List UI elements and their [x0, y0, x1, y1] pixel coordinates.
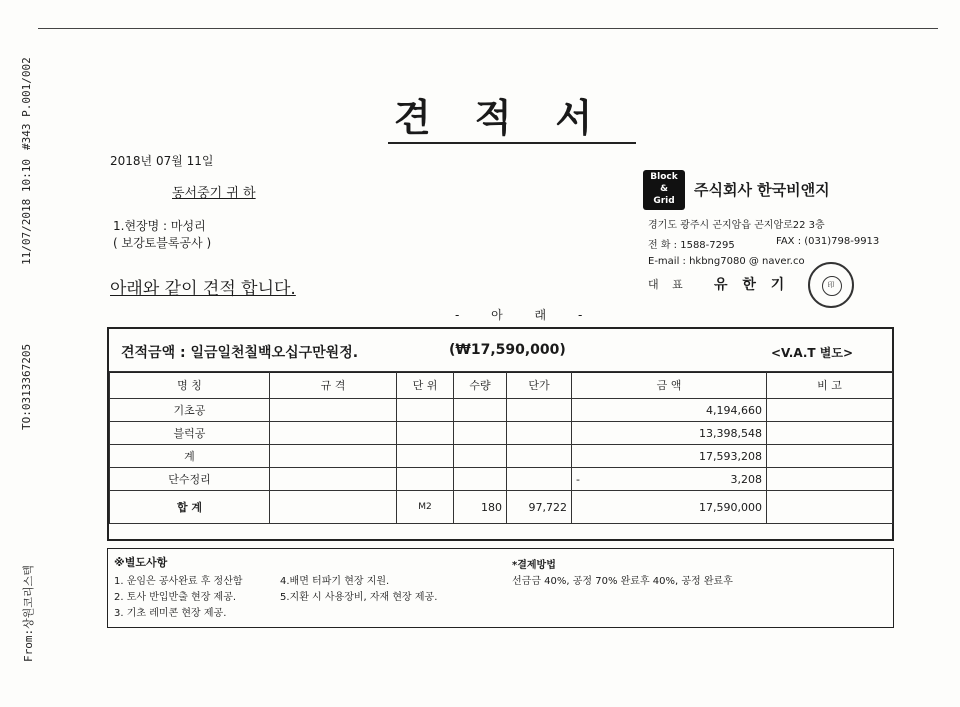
col-header-name: 명 칭 [110, 372, 270, 399]
cell-spec [270, 468, 397, 491]
cell-price [507, 468, 572, 491]
cell-note [767, 468, 893, 491]
cell-note [767, 399, 893, 422]
total-unit: M2 [397, 491, 454, 524]
cell-name: 단수정리 [110, 468, 270, 491]
company-logo [643, 170, 685, 210]
total-qty: 180 [454, 491, 507, 524]
amount-number: (₩17,590,000) [449, 342, 566, 358]
cell-note [767, 445, 893, 468]
col-header-unit: 단 위 [397, 372, 454, 399]
note-item: 1. 운임은 공사완료 후 정산함 [114, 576, 243, 587]
representative-name: 유 한 기 [714, 277, 785, 293]
cell-price [507, 422, 572, 445]
representative-label: 대 표 [648, 278, 683, 291]
cell-unit [397, 445, 454, 468]
table-header-row [110, 372, 893, 399]
fax-datetime: 11/07/2018 10:10 [20, 159, 33, 265]
cell-price [507, 399, 572, 422]
cell-name: 블럭공 [110, 422, 270, 445]
fax-from: From:상원코리스텍 [22, 565, 35, 662]
payment-text: 선금금 40%, 공정 70% 완료후 40%, 공정 완료후 [512, 576, 733, 587]
logo-line: Grid [653, 196, 675, 206]
total-label: 합 계 [110, 491, 270, 524]
cell-name: 기초공 [110, 399, 270, 422]
amount-text: 견적금액 : 일금일천칠백오십구만원정. [121, 345, 359, 361]
total-amount: 17,590,000 [572, 491, 767, 524]
company-email: E-mail : hkbng7080 @ naver.co [648, 256, 805, 267]
table-row [110, 399, 893, 422]
col-header-amount: 금 액 [572, 372, 767, 399]
cell-amount: 4,194,660 [572, 399, 767, 422]
table-row [110, 468, 893, 491]
note-item: 4.배면 터파기 현장 지원. [280, 576, 390, 587]
amount-row [109, 329, 892, 373]
col-header-note: 비 고 [767, 372, 893, 399]
cell-amount: 13,398,548 [572, 422, 767, 445]
company-name: 주식회사 한국비앤지 [694, 181, 830, 199]
cell-unit [397, 422, 454, 445]
note-item: 3. 기초 레미콘 현장 제공. [114, 608, 227, 619]
col-header-price: 단가 [507, 372, 572, 399]
company-address: 경기도 광주시 곤지암읍 곤지암로22 3층 [648, 220, 825, 231]
company-seal-icon [808, 262, 854, 308]
notes-box [107, 548, 894, 628]
cell-amount: 17,593,208 [572, 445, 767, 468]
date: 2018년 07월 11일 [110, 154, 214, 168]
document-title: 견적서 [388, 98, 636, 144]
table-row [110, 422, 893, 445]
vat-note: <V.A.T 별도> [771, 346, 854, 360]
table-row [110, 445, 893, 468]
table-total-row [110, 491, 893, 524]
intro-text: 아래와 같이 견적 합니다. [110, 279, 296, 299]
seal-glyph: 印 [827, 281, 835, 289]
items-grid [109, 371, 893, 524]
cell-qty [454, 422, 507, 445]
note-item: 2. 토사 반입반출 현장 제공. [114, 592, 237, 603]
logo-line: Block [650, 172, 678, 182]
below-label: - 아 래 - [455, 308, 583, 322]
cell-note [767, 491, 893, 524]
amount-minus-sign: - [576, 472, 580, 486]
cell-qty [454, 468, 507, 491]
col-header-spec: 규 격 [270, 372, 397, 399]
estimate-table [107, 327, 894, 541]
cell-name: 계 [110, 445, 270, 468]
cell-qty [454, 399, 507, 422]
amount-value: 3,208 [730, 472, 762, 486]
logo-line: & [660, 184, 668, 194]
cell-amount [572, 468, 767, 491]
company-fax: FAX : (031)798-9913 [776, 236, 880, 247]
fax-to-number: TO:0313367205 [20, 343, 33, 430]
cell-spec [270, 491, 397, 524]
cell-spec [270, 422, 397, 445]
cell-note [767, 422, 893, 445]
cell-spec [270, 445, 397, 468]
payment-title: *결제방법 [512, 560, 556, 571]
cell-price [507, 445, 572, 468]
company-tel: 전 화 : 1588-7295 [648, 240, 735, 251]
top-divider [38, 28, 938, 29]
cell-spec [270, 399, 397, 422]
notes-title: ※별도사항 [114, 556, 168, 569]
total-price: 97,722 [507, 491, 572, 524]
fax-page-number: #343 P.001/002 [20, 57, 33, 150]
col-header-qty: 수량 [454, 372, 507, 399]
cell-unit [397, 399, 454, 422]
cell-qty [454, 445, 507, 468]
site-name: 1.현장명 : 마성리 [113, 219, 206, 233]
note-item: 5.지환 시 사용장비, 자재 현장 제공. [280, 592, 438, 603]
recipient: 동서중기 귀 하 [172, 186, 256, 201]
site-subtitle: ( 보강토블록공사 ) [113, 236, 212, 250]
cell-unit [397, 468, 454, 491]
